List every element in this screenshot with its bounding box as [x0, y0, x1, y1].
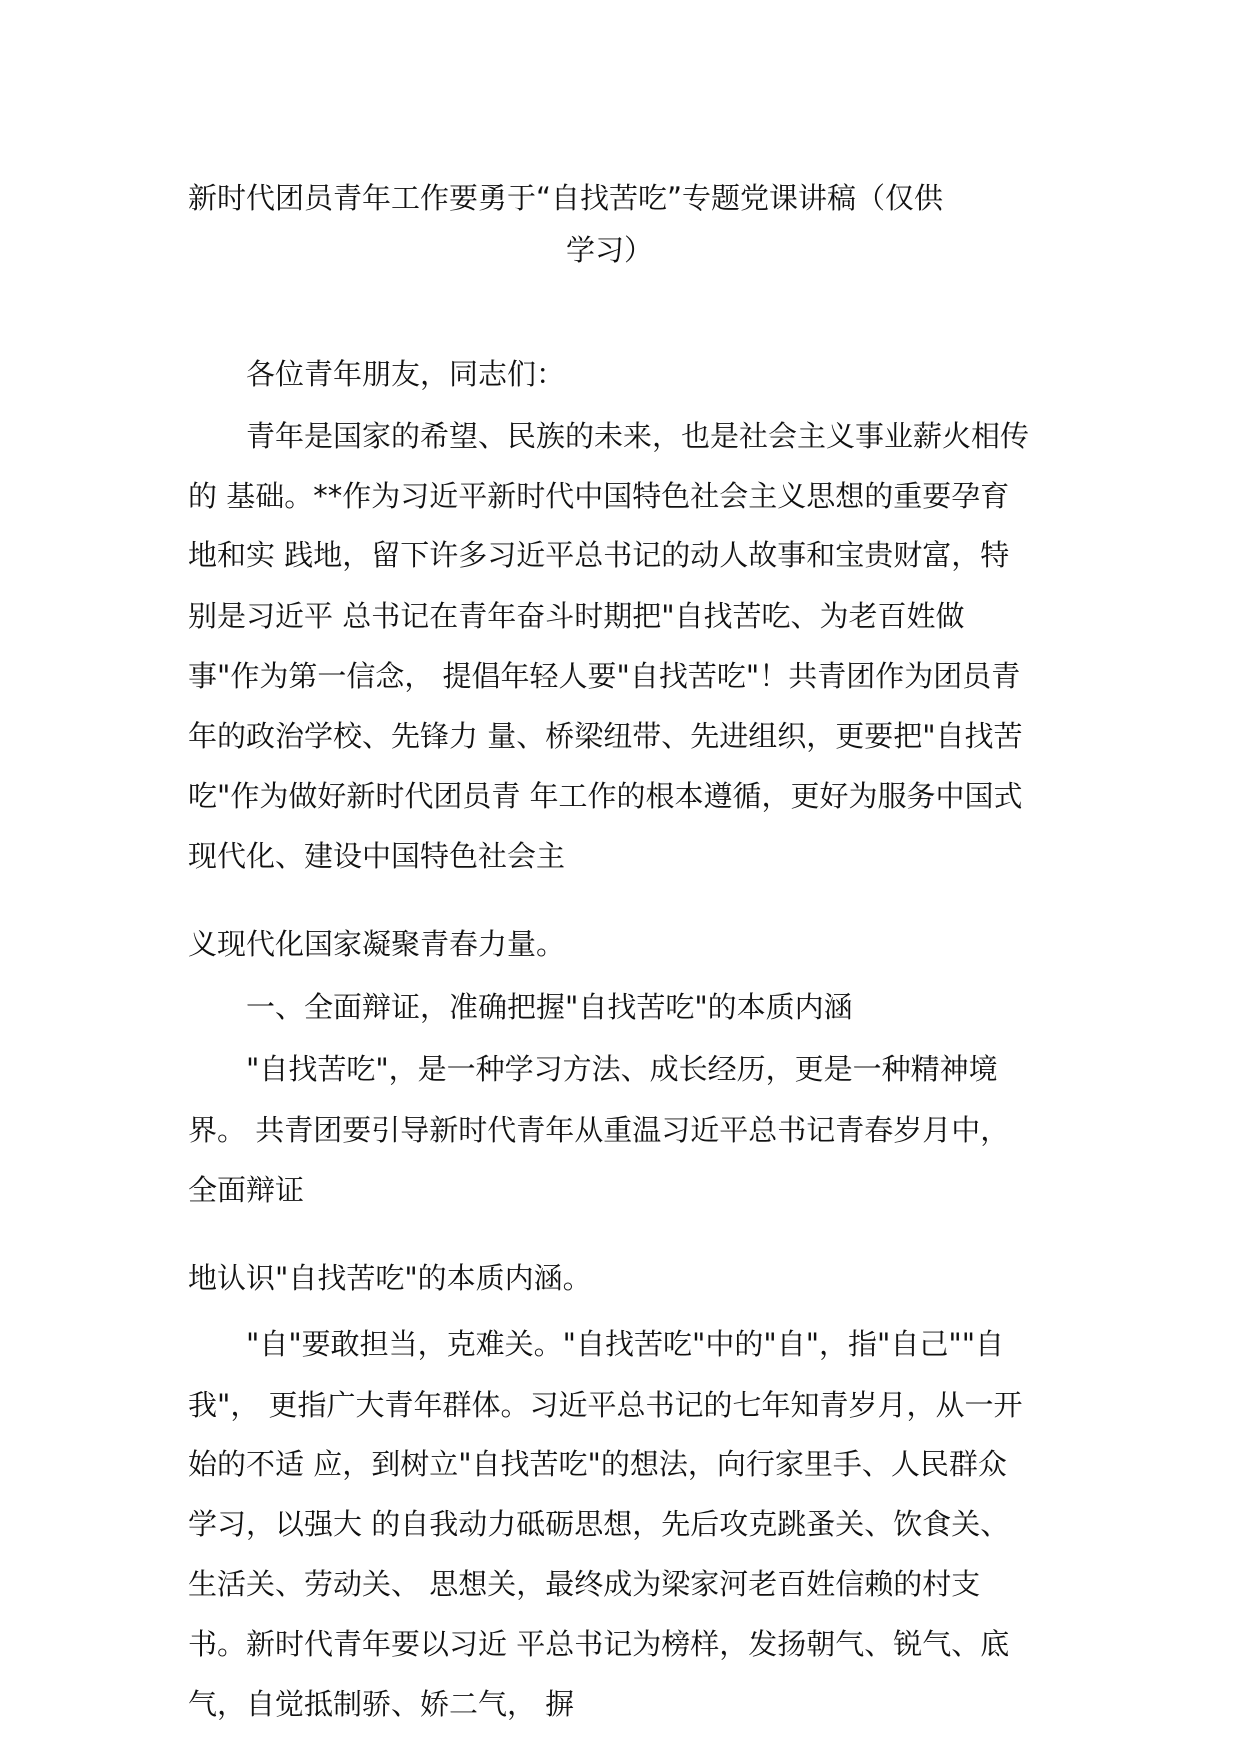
- paragraph-line: 界。 共青团要引导新时代青年从重温习近平总书记青春岁月中，: [188, 1113, 1010, 1147]
- paragraph-line: 的 基础。**作为习近平新时代中国特色社会主义思想的重要孕育: [188, 479, 1010, 513]
- salutation: 各位青年朋友，同志们：: [246, 357, 566, 391]
- paragraph-line: 别是习近平 总书记在青年奋斗时期把"自找苦吃、为老百姓做: [188, 599, 965, 633]
- paragraph-line: 学习，以强大 的自我动力砥砺思想，先后攻克跳蚤关、饮食关、: [188, 1507, 1010, 1541]
- section-heading: 一、全面辩证，准确把握"自找苦吃"的本质内涵: [246, 990, 853, 1024]
- paragraph-line: 青年是国家的希望、民族的未来，也是社会主义事业薪火相传: [246, 419, 1030, 453]
- paragraph-line: 现代化、建设中国特色社会主: [188, 839, 566, 873]
- paragraph-line: 事"作为第一信念， 提倡年轻人要"自找苦吃"！共青团作为团员青: [188, 659, 1021, 693]
- document-title-line-1: 新时代团员青年工作要勇于“自找苦吃”专题党课讲稿（仅供: [188, 181, 944, 215]
- paragraph-line: 年的政治学校、先锋力 量、桥梁纽带、先进组织，更要把"自找苦: [188, 719, 1023, 753]
- paragraph-line: 始的不适 应，到树立"自找苦吃"的想法，向行家里手、人民群众: [188, 1447, 1007, 1481]
- paragraph-line: 地认识"自找苦吃"的本质内涵。: [188, 1261, 592, 1295]
- document-title-line-2: 学习）: [566, 233, 654, 267]
- paragraph-line: 气，自觉抵制骄、娇二气， 摒: [188, 1687, 575, 1721]
- paragraph-line: 义现代化国家凝聚青春力量。: [188, 927, 566, 961]
- paragraph-line: 我"， 更指广大青年群体。习近平总书记的七年知青岁月，从一开: [188, 1388, 1023, 1422]
- paragraph-line: 生活关、劳动关、 思想关，最终成为梁家河老百姓信赖的村支: [188, 1567, 981, 1601]
- paragraph-line: 全面辩证: [188, 1173, 305, 1207]
- paragraph-line: "自"要敢担当，克难关。"自找苦吃"中的"自"，指"自己""自: [246, 1327, 1005, 1361]
- paragraph-line: 吃"作为做好新时代团员青 年工作的根本遵循，更好为服务中国式: [188, 779, 1023, 813]
- paragraph-line: "自找苦吃"，是一种学习方法、成长经历，更是一种精神境: [246, 1052, 998, 1086]
- paragraph-line: 地和实 践地，留下许多习近平总书记的动人故事和宝贵财富，特: [188, 538, 1010, 572]
- paragraph-line: 书。新时代青年要以习近 平总书记为榜样，发扬朝气、锐气、底: [188, 1627, 1010, 1661]
